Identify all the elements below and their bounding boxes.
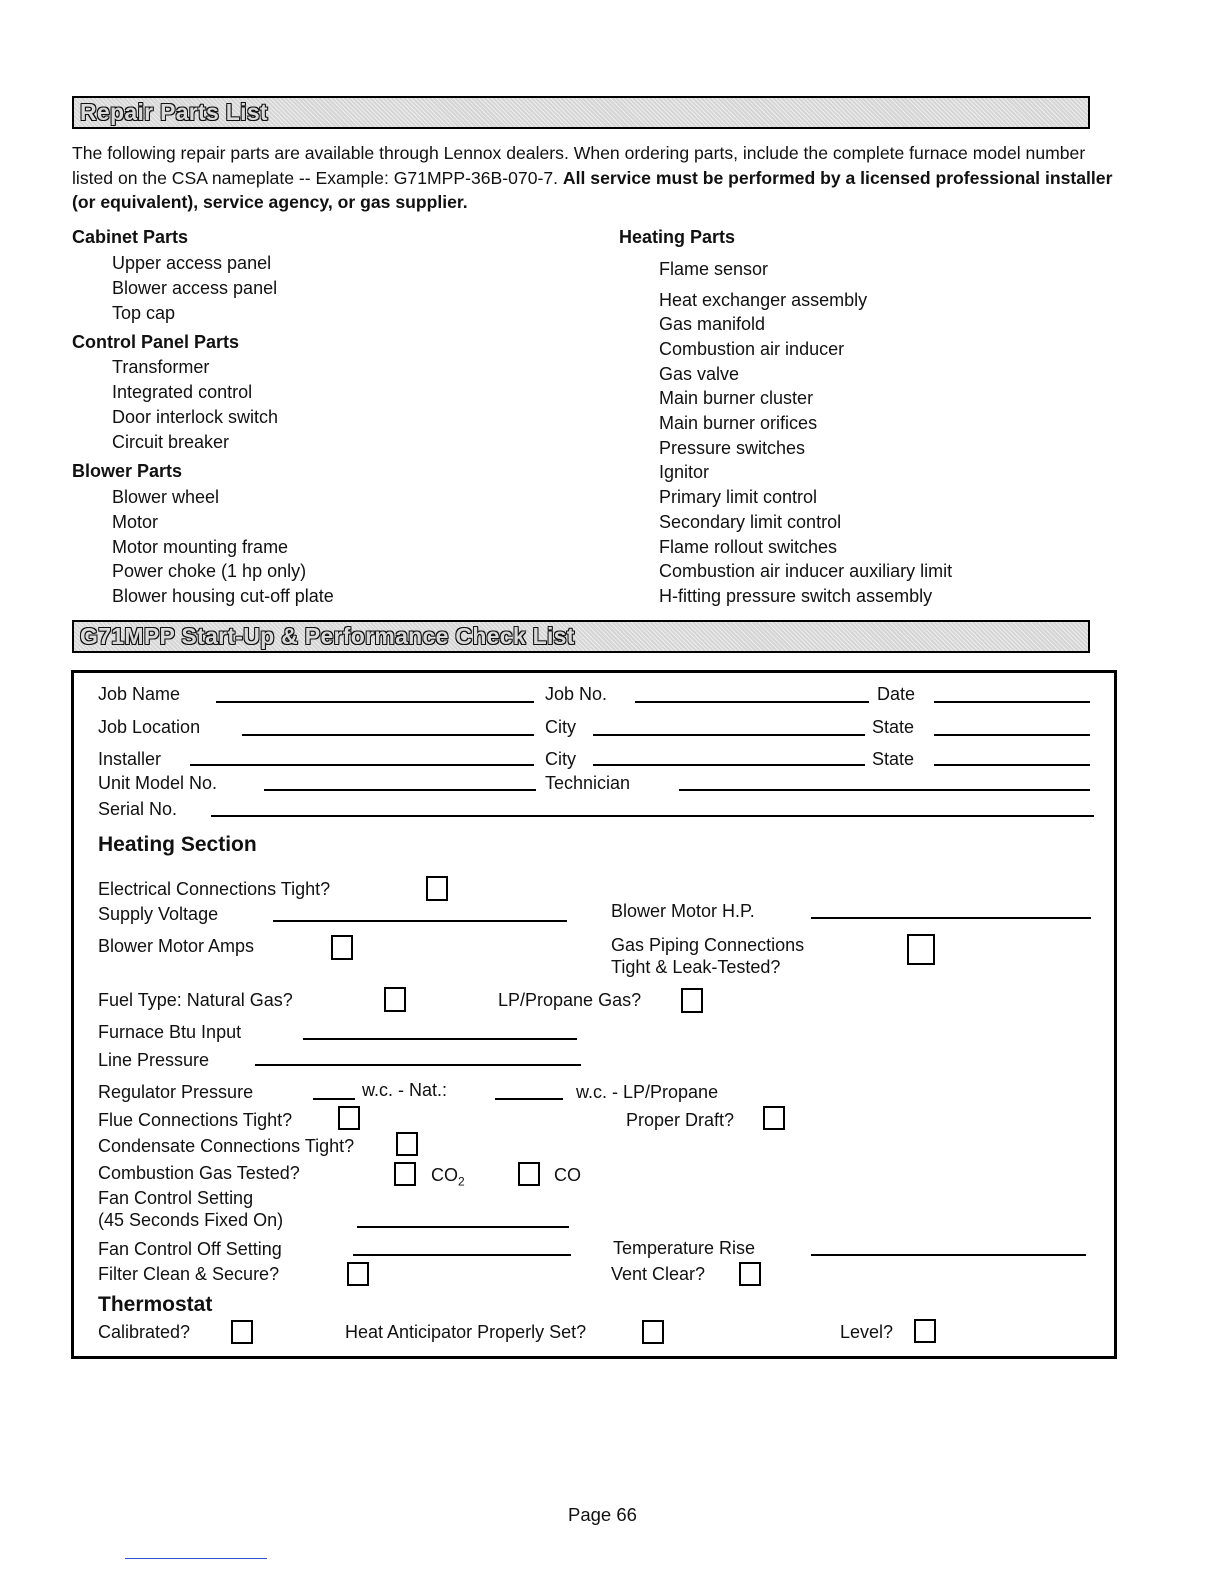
installer-field[interactable] [190,764,534,766]
serial-no-label: Serial No. [98,799,178,819]
furnace-btu-field[interactable] [303,1038,577,1040]
intro-paragraph [72,141,1122,215]
blower-motor-hp-label: Blower Motor H.P. [611,901,755,921]
job-no-label: Job No. [545,684,608,704]
page-number: Page 66 [568,1504,637,1525]
cabinet-parts-heading: Cabinet Parts [72,227,189,247]
part-item: Door interlock switch [112,407,279,427]
part-item: Blower housing cut-off plate [112,586,334,606]
job-name-field[interactable] [216,701,534,703]
part-item: Top cap [112,303,176,323]
combustion-gas-checkbox[interactable] [394,1162,416,1186]
level-checkbox[interactable] [914,1319,936,1343]
city-label: City [545,717,576,737]
heat-anticipator-checkbox[interactable] [642,1320,664,1344]
part-item: Heat exchanger assembly [659,290,868,310]
part-item: Flame sensor [659,259,769,279]
supply-voltage-label: Supply Voltage [98,904,219,924]
part-item: Flame rollout switches [659,537,838,557]
repair-parts-banner [72,96,1090,129]
regulator-lp-field[interactable] [495,1098,563,1100]
part-item: Combustion air inducer auxiliary limit [659,561,953,581]
electrical-connections-label: Electrical Connections Tight? [98,879,331,899]
checklist-title: G71MPP Start-Up & Performance Check List [80,623,575,649]
condensate-connections-label: Condensate Connections Tight? [98,1136,355,1156]
part-item: Ignitor [659,462,710,482]
gas-piping-label-2: Tight & Leak-Tested? [611,957,781,977]
fuel-lp-label: LP/Propane Gas? [498,990,642,1010]
part-item: Main burner cluster [659,388,814,408]
control-panel-parts-heading: Control Panel Parts [72,332,240,352]
supply-voltage-field[interactable] [273,920,567,922]
part-item: Motor [112,512,159,532]
part-item: Gas valve [659,364,740,384]
installer-state-field[interactable] [934,764,1090,766]
unit-model-field[interactable] [264,789,536,791]
vent-clear-checkbox[interactable] [739,1262,761,1286]
state-field[interactable] [934,734,1090,736]
part-item: H-fitting pressure switch assembly [659,586,933,606]
city-field[interactable] [593,734,865,736]
thermostat-title: Thermostat [98,1293,213,1316]
proper-draft-label: Proper Draft? [626,1110,735,1130]
job-name-label: Job Name [98,684,181,704]
gas-piping-checkbox[interactable] [907,934,935,965]
technician-label: Technician [545,773,631,793]
regulator-nat-field[interactable] [313,1098,355,1100]
unit-model-label: Unit Model No. [98,773,218,793]
electrical-connections-checkbox[interactable] [426,876,448,901]
part-item: Gas manifold [659,314,766,334]
intro-bold: All service must be performed by a licensed professional installer (or equivalent), service agency, or gas supplier. [72,167,1113,212]
level-label: Level? [840,1322,894,1342]
heating-section-title: Heating Section [98,833,257,856]
job-location-label: Job Location [98,717,201,737]
fan-control-setting-label-2: (45 Seconds Fixed On) [98,1210,284,1230]
co2-subscript: 2 [458,1174,465,1189]
part-item: Pressure switches [659,438,806,458]
blower-parts-heading: Blower Parts [72,461,183,481]
job-location-field[interactable] [242,734,534,736]
flue-connections-checkbox[interactable] [338,1106,360,1130]
temperature-rise-field[interactable] [811,1254,1086,1256]
heat-anticipator-label: Heat Anticipator Properly Set? [345,1322,587,1342]
technician-field[interactable] [679,789,1090,791]
part-item: Integrated control [112,382,253,402]
part-item: Circuit breaker [112,432,230,452]
fan-control-setting-field[interactable] [357,1226,569,1228]
blower-motor-hp-field[interactable] [811,917,1091,919]
calibrated-label: Calibrated? [98,1322,191,1342]
temperature-rise-label: Temperature Rise [613,1238,756,1258]
gas-piping-label: Gas Piping Connections [611,935,805,955]
co2-checkbox[interactable] [518,1162,540,1186]
wc-lp-label: w.c. - LP/Propane [576,1082,719,1102]
fuel-natural-label: Fuel Type: Natural Gas? [98,990,293,1010]
wc-nat-label: w.c. - Nat.: [362,1080,448,1100]
part-item: Secondary limit control [659,512,842,532]
line-pressure-field[interactable] [255,1064,581,1066]
part-item: Combustion air inducer [659,339,845,359]
fan-off-field[interactable] [353,1254,571,1256]
job-no-field[interactable] [635,701,869,703]
installer-state-label: State [872,749,915,769]
calibrated-checkbox[interactable] [231,1320,253,1344]
installer-label: Installer [98,749,162,769]
part-item: Main burner orifices [659,413,818,433]
footer-rule [125,1558,267,1559]
vent-clear-label: Vent Clear? [611,1264,706,1284]
date-field[interactable] [934,701,1090,703]
blower-motor-amps-label: Blower Motor Amps [98,936,255,956]
installer-city-field[interactable] [593,764,865,766]
heating-parts-heading: Heating Parts [619,227,736,247]
filter-clean-label: Filter Clean & Secure? [98,1264,280,1284]
blower-motor-amps-checkbox[interactable] [331,935,353,960]
part-item: Transformer [112,357,210,377]
furnace-btu-label: Furnace Btu Input [98,1022,242,1042]
part-item: Power choke (1 hp only) [112,561,307,581]
part-item: Motor mounting frame [112,537,289,557]
part-item: Blower access panel [112,278,278,298]
co-label: CO [554,1165,581,1185]
fan-control-setting-label: Fan Control Setting [98,1188,254,1208]
regulator-pressure-label: Regulator Pressure [98,1082,254,1102]
part-item: Blower wheel [112,487,220,507]
fuel-natural-checkbox[interactable] [384,987,406,1012]
filter-clean-checkbox[interactable] [347,1262,369,1286]
part-item: Primary limit control [659,487,818,507]
part-item: Upper access panel [112,253,272,273]
flue-connections-label: Flue Connections Tight? [98,1110,293,1130]
serial-no-field[interactable] [211,815,1094,817]
intro-text: The following repair parts are available through Lennox dealers. When ordering parts, include the complete furnace model number listed on the CSA nameplate -- Example: G71MPP-36B-070-7. [72,143,1086,188]
proper-draft-checkbox[interactable] [763,1106,785,1130]
line-pressure-label: Line Pressure [98,1050,210,1070]
co2-label [431,1165,465,1189]
condensate-connections-checkbox[interactable] [396,1132,418,1156]
checklist-banner [72,620,1090,653]
co2-text: CO [431,1165,458,1185]
repair-parts-title: Repair Parts List [80,99,268,125]
combustion-gas-label: Combustion Gas Tested? [98,1163,300,1183]
state-label: State [872,717,915,737]
date-label: Date [877,684,916,704]
fan-off-label: Fan Control Off Setting [98,1239,282,1259]
fuel-lp-checkbox[interactable] [681,988,703,1013]
installer-city-label: City [545,749,576,769]
